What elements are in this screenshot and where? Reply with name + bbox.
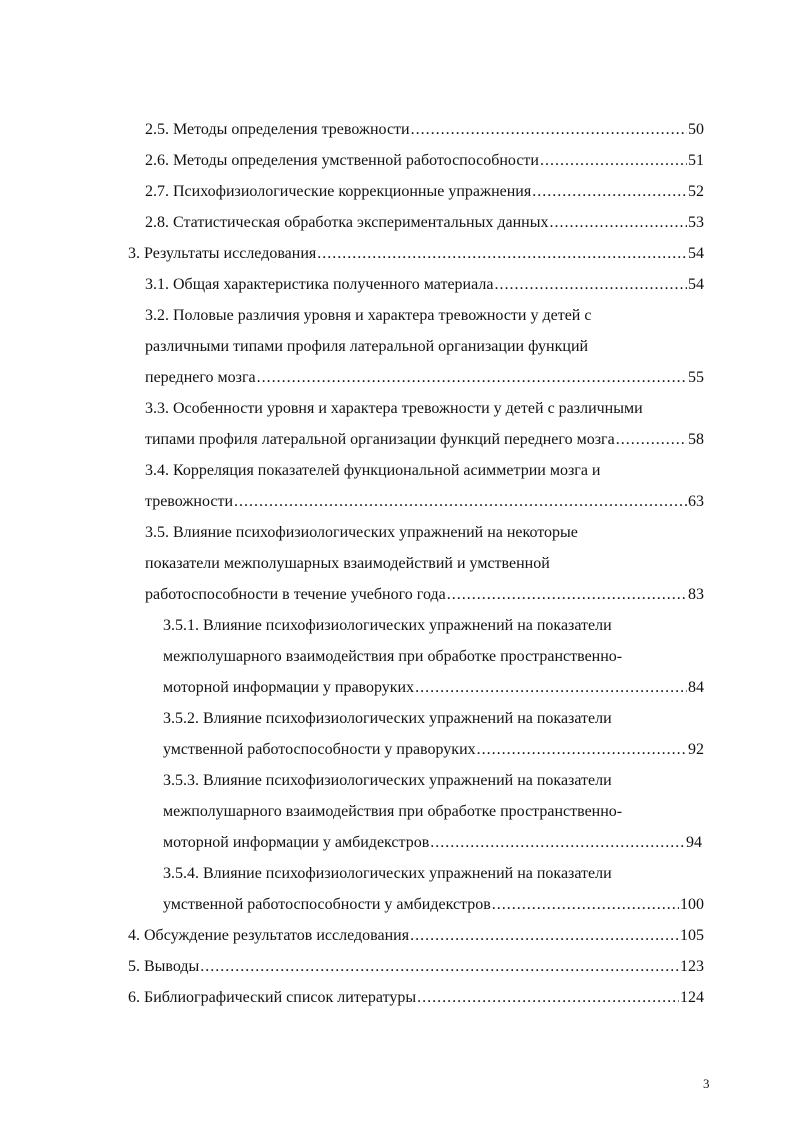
toc-entry-line: 3.5. Влияние психофизиологических упражнений на некоторые [145,524,578,541]
toc-leader-dots [415,676,687,700]
toc-leader-dots [411,118,687,142]
toc-entry [128,955,704,979]
toc-leader-dots [417,986,679,1010]
toc-entry-title: 2.8. Статистическая обработка экспериментальных данных [145,214,549,231]
toc-entry-page: 100 [680,896,704,913]
toc-entry-title: 3.1. Общая характеристика полученного материала [145,276,494,293]
toc-entry [145,118,704,142]
toc-leader-dots [257,366,687,390]
toc-entry-page: 94 [686,834,702,851]
toc-entry-title: умственной работоспособности у праворуких [163,741,476,758]
toc-entry [145,366,704,390]
toc-leader-dots [430,831,685,855]
toc-leader-dots [549,211,687,235]
toc-entry-page: 92 [688,741,704,758]
toc-entry-line: 3.3. Особенности уровня и характера тревожности у детей с различными [145,400,643,417]
toc-leader-dots [200,955,679,979]
toc-entry-title: 2.7. Психофизиологические коррекционные упражнения [145,183,532,200]
toc-entry-page: 123 [680,958,704,975]
toc-entry-title: типами профиля латеральной организации функций переднего мозга [145,431,615,448]
toc-entry-title: моторной информации у праворуких [163,679,415,696]
toc-entry [145,211,704,235]
toc-entry [128,986,704,1010]
toc-entry [145,273,704,297]
toc-entry-line: различными типами профиля латеральной организации функций [145,338,589,355]
toc-entry [145,583,704,607]
page-number: 3 [703,1076,710,1091]
toc-entry [145,180,704,204]
toc-leader-dots [492,893,679,917]
toc-leader-dots [410,924,679,948]
toc-entry-title: тревожности [145,493,234,510]
toc-entry [145,428,704,452]
toc-entry [163,676,704,700]
toc-entry-page: 58 [688,431,704,448]
toc-entry-page: 63 [688,493,704,510]
toc-entry-line: показатели межполушарных взаимодействий и умственной [145,555,550,572]
toc-entry [128,924,704,948]
toc-leader-dots [317,242,687,266]
toc-leader-dots [477,738,687,762]
toc-leader-dots [616,428,687,452]
toc-entry-page: 54 [688,245,704,262]
toc-entry-page: 83 [688,586,704,603]
toc-entry-page: 51 [688,152,704,169]
toc-entry [163,831,702,855]
toc-entry-page: 54 [688,276,704,293]
toc-entry-title: 3. Результаты исследования [128,245,317,262]
toc-entry-line: 3.5.4. Влияние психофизиологических упражнений на показатели [163,865,612,882]
toc-entry-page: 105 [680,927,704,944]
toc-entry-line: 3.5.2. Влияние психофизиологических упражнений на показатели [163,710,612,727]
toc-entry [145,490,704,514]
toc-entry [145,149,704,173]
toc-entry-page: 50 [688,121,704,138]
toc-entry-line: 3.5.3. Влияние психофизиологических упражнений на показатели [163,772,612,789]
toc-leader-dots [447,583,687,607]
toc-entry-page: 124 [680,989,704,1006]
toc-entry-title: 6. Библиографический список литературы [128,989,417,1006]
toc-entry-page: 52 [688,183,704,200]
toc-entry-line: 3.2. Половые различия уровня и характера тревожности у детей с [145,307,592,324]
toc-entry [163,738,704,762]
toc-entry [128,242,704,266]
toc-entry-title: работоспособности в течение учебного года [145,586,446,603]
toc-entry [163,893,704,917]
toc-leader-dots [494,273,687,297]
toc-leader-dots [532,180,687,204]
toc-entry-title: 4. Обсуждение результатов исследования [128,927,410,944]
toc-leader-dots [540,149,687,173]
toc-leader-dots [234,490,687,514]
toc-entry-line: 3.4. Корреляция показателей функциональной асимметрии мозга и [145,462,601,479]
toc-entry-page: 53 [688,214,704,231]
toc-entry-title: переднего мозга [145,369,256,386]
toc-entry-page: 84 [688,679,704,696]
toc-entry-line: межполушарного взаимодействия при обработке пространственно- [163,648,623,665]
toc-entry-page: 55 [688,369,704,386]
toc-entry-title: умственной работоспособности у амбидекстров [163,896,491,913]
toc-entry-title: 2.5. Методы определения тревожности [145,121,410,138]
toc-entry-line: межполушарного взаимодействия при обработке пространственно- [163,803,623,820]
toc-entry-title: моторной информации у амбидекстров [163,834,430,851]
toc-entry-title: 5. Выводы [128,958,200,975]
toc-entry-line: 3.5.1. Влияние психофизиологических упражнений на показатели [163,617,612,634]
toc-entry-title: 2.6. Методы определения умственной работоспособности [145,152,539,169]
